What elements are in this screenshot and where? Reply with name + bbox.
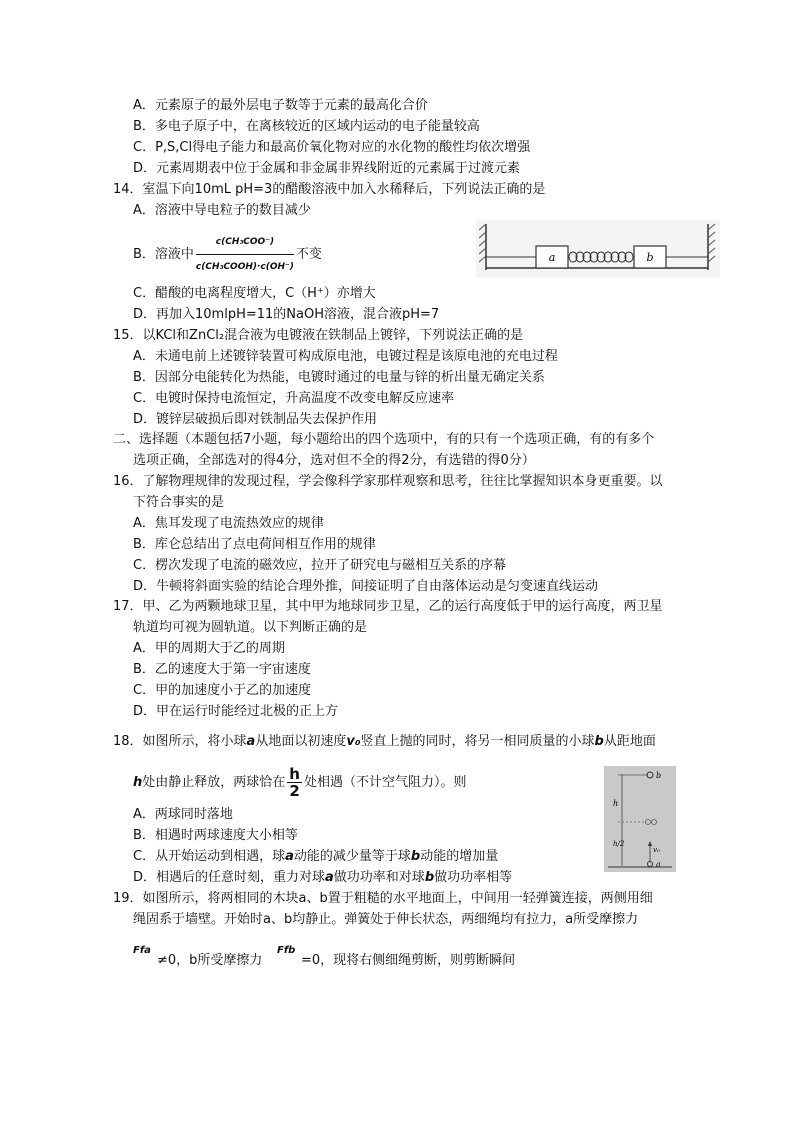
q18-stem xyxy=(113,733,656,751)
q14-stem: 14．室温下向10mL pH=3的醋酸溶液中加入水稀释后，下列说法正确的是 xyxy=(113,182,546,197)
q15-stem: 15．以KCl和ZnCl₂混合液为电镀液在铁制品上镀锌，下列说法正确的是 xyxy=(113,328,524,343)
ball-a-symbol: a xyxy=(246,734,256,749)
fraction-numerator: c(CH₃COO⁻) xyxy=(196,232,294,255)
q18-option-b: B．相遇时两球速度大小相等 xyxy=(133,828,298,843)
section-2-heading-cont: 选项正确，全部选对的得4分，选对但不全的得2分，有选错的得0分） xyxy=(133,453,535,468)
block-a-label: a xyxy=(548,251,556,264)
ball-b-symbol: b xyxy=(424,870,435,885)
section-2-heading: 二、选择题（本题包括7小题，每小题给出的四个选项中，有的只有一个选项正确，有的有多个 xyxy=(113,432,655,447)
q19-text-4: =0，现将右侧细绳剪断，则剪断瞬间 xyxy=(301,953,516,968)
q16-stem-cont: 下符合事实的是 xyxy=(133,495,225,510)
half-height-label: h/2 xyxy=(613,840,625,848)
q14-option-a: A．溶液中导电粒子的数目减少 xyxy=(133,203,311,218)
q18-d-text-1: D．相遇后的任意时刻，重力对球 xyxy=(133,870,326,885)
q17-option-b: B．乙的速度大于第一宇宙速度 xyxy=(133,662,311,677)
q14-option-d: D．再加入10mlpH=11的NaOH溶液，混合液pH=7 xyxy=(133,307,440,322)
q16-option-c: C．楞次发现了电流的磁效应，拉开了研究电与磁相互关系的序幕 xyxy=(133,558,507,573)
q15-option-a: A．未通电前上述镀锌装置可构成原电池，电镀过程是该原电池的充电过程 xyxy=(133,349,558,364)
q18-c-text-3: 动能的增加量 xyxy=(420,849,499,864)
q14-option-b-suffix: 不变 xyxy=(295,247,322,262)
q18-option-c xyxy=(133,848,498,866)
block-b-label: b xyxy=(646,251,654,264)
h-symbol: h xyxy=(133,775,143,790)
ball-b-symbol: b xyxy=(594,734,604,749)
q14-option-b-prefix: B．溶液中 xyxy=(133,247,194,262)
friction-b-symbol: Ffb xyxy=(277,945,296,956)
q18-text-5: 处由静止释放，两球恰在 xyxy=(142,775,286,790)
q14-option-c: C．醋酸的电离程度增大，C（H⁺）亦增大 xyxy=(133,286,376,301)
q15-option-b: B．因部分电能转化为热能，电镀时通过的电量与锌的析出量无确定关系 xyxy=(133,370,545,385)
q16-option-d: D．牛顿将斜面实验的结论合理外推，间接证明了自由落体运动是匀变速直线运动 xyxy=(133,579,599,594)
q18-option-d xyxy=(133,869,512,887)
spring-blocks-figure xyxy=(476,220,720,278)
falling-balls-figure xyxy=(604,766,676,872)
ball-a-symbol: a xyxy=(285,849,294,864)
q18-text-3: 竖直上抛的同时，将另一相同质量的小球 xyxy=(360,734,595,749)
q17-stem: 17．甲、乙为两颗地球卫星，其中甲为地球同步卫星，乙的运行高度低于甲的运行高度，两卫星 xyxy=(113,599,663,614)
q18-text-6: 处相遇（不计空气阻力）。则 xyxy=(303,775,467,790)
fraction-denominator: 2 xyxy=(289,782,300,800)
q17-option-c: C．甲的加速度小于乙的加速度 xyxy=(133,683,312,698)
q15-option-d: D．镀锌层破损后即对铁制品失去保护作用 xyxy=(133,412,378,427)
q18-c-text-2: 动能的减少量等于球 xyxy=(293,849,411,864)
q16-option-b: B．库仑总结出了点电荷间相互作用的规律 xyxy=(133,537,376,552)
v0-label: v₀ xyxy=(653,846,660,854)
q15-option-c: C．电镀时保持电流恒定，升高温度不改变电解反应速率 xyxy=(133,391,455,406)
q17-option-d: D．甲在运行时能经过北极的正上方 xyxy=(133,704,339,719)
q18-option-a: A．两球同时落地 xyxy=(133,807,233,822)
fraction-denominator: c(CH₃COOH)·c(OH⁻) xyxy=(195,262,294,272)
q18-text-1: 18．如图所示，将小球 xyxy=(113,734,247,749)
q13-option-c: C．P,S,Cl得电子能力和最高价氧化物对应的水化物的酸性均依次增强 xyxy=(133,140,531,155)
half-h-fraction xyxy=(287,766,302,799)
q17-option-a: A．甲的周期大于乙的周期 xyxy=(133,641,285,656)
ball-a-symbol: a xyxy=(325,870,334,885)
q19-stem-friction xyxy=(133,946,553,976)
q13-option-b: B．多电子原子中，在离核较近的区域内运动的电子能量较高 xyxy=(133,119,480,134)
q18-d-text-2: 做功功率和对球 xyxy=(333,870,425,885)
q18-text-2: 从地面以初速度 xyxy=(255,734,347,749)
q14-option-b xyxy=(133,232,322,277)
ball-b-symbol: b xyxy=(410,849,421,864)
height-h-label: h xyxy=(613,799,619,808)
q17-stem-cont: 轨道均可视为圆轨道。以下判断正确的是 xyxy=(133,620,368,635)
fraction-numerator: h xyxy=(289,765,300,783)
concentration-ratio-fraction xyxy=(196,232,294,277)
v0-symbol: v₀ xyxy=(346,734,361,749)
q13-option-d: D．元素周期表中位于金属和非金属非界线附近的元素属于过渡元素 xyxy=(133,161,521,176)
q18-stem-cont xyxy=(133,766,466,799)
q19-text-3: ≠0，b所受摩擦力 xyxy=(157,953,263,968)
q16-stem: 16．了解物理规律的发现过程，学会像科学家那样观察和思考，往往比掌握知识本身更重要。以 xyxy=(113,474,663,489)
ball-a-label: a xyxy=(656,860,661,869)
ball-b-label: b xyxy=(656,771,662,780)
q19-stem: 19．如图所示，将两相同的木块a、b置于粗糙的水平地面上，中间用一轻弹簧连接，两侧用细 xyxy=(113,891,653,906)
q19-stem-cont: 绳固系于墙壁。开始时a、b均静止。弹簧处于伸长状态，两细绳均有拉力，a所受摩擦力 xyxy=(133,912,639,927)
q18-text-4: 从距地面 xyxy=(603,734,656,749)
q13-option-a: A．元素原子的最外层电子数等于元素的最高化合价 xyxy=(133,98,428,113)
q18-d-text-3: 做功功率相等 xyxy=(434,870,513,885)
q18-c-text-1: C．从开始运动到相遇，球 xyxy=(133,849,286,864)
q16-option-a: A．焦耳发现了电流热效应的规律 xyxy=(133,516,324,531)
friction-a-symbol: Ffa xyxy=(133,945,151,956)
